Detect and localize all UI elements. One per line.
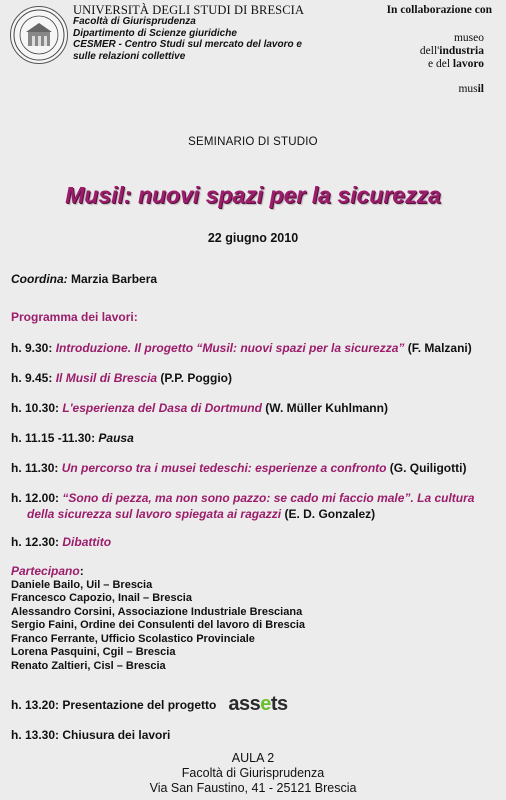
museo-line: e del lavoro [428, 58, 484, 70]
program-item: h. 12.30: Dibattito [11, 535, 112, 549]
assets-logo-icon: ass e ts [228, 693, 288, 715]
collaboration-heading: In collaborazione con [386, 4, 492, 16]
cesmer-line: CESMER - Centro Studi sul mercato del lavoro e [73, 39, 302, 50]
venue-faculty: Facoltà di Giurisprudenza [181, 766, 325, 780]
university-seal-icon [10, 6, 68, 64]
university-name: UNIVERSITÀ DEGLI STUDI DI BRESCIA [73, 3, 305, 17]
coordinator-name: Marzia Barbera [67, 272, 158, 286]
program-item: h. 9.45: Il Musil di Brescia (P.P. Poggio) [11, 371, 232, 385]
presentation-text: h. 13.20: Presentazione del progetto [11, 697, 217, 712]
program-item-continuation: della sicurezza sul lavoro spiegata ai ragazzi (E. D. Gonzalez) [27, 507, 376, 521]
coordinator-line [11, 272, 157, 286]
presentation-line [11, 693, 288, 716]
participant-item: Renato Zaltieri, Cisl – Brescia [11, 659, 166, 672]
participants-block [11, 565, 305, 673]
seminar-label: SEMINARIO DI STUDIO [188, 136, 318, 148]
collaboration-block [352, 4, 492, 95]
program-heading: Programma dei lavori: [11, 310, 138, 324]
university-block [73, 4, 343, 62]
participant-item: Francesco Capozio, Inail – Brescia [11, 592, 192, 604]
participant-item: Lorena Pasquini, Cgil – Brescia [11, 646, 176, 658]
participant-item: Daniele Bailo, Uil – Brescia [11, 578, 153, 591]
program-item: h. 11.30: Un percorso tra i musei tedeschi: esperienze a confronto (G. Quiligotti) [11, 461, 467, 475]
program-item: h. 12.00: “Sono di pezza, ma non sono pazzo: se cado mi faccio male”. La cultura della sicurezza sul lavoro spiegata ai ragazzi (E. D. Gonzalez) [11, 490, 501, 522]
closing-line: h. 13.30: Chiusura dei lavori [11, 728, 171, 742]
venue-room: AULA 2 [231, 751, 275, 765]
cesmer-line-2: sulle relazioni collettive [73, 50, 186, 62]
museo-line: museo [453, 32, 484, 44]
museo-line: dell'industria [419, 45, 484, 57]
participant-item: Sergio Faini, Ordine dei Consulenti del lavoro di Brescia [11, 619, 306, 631]
participant-item: Franco Ferrante, Ufficio Scolastico Provinciale [11, 632, 255, 645]
program-item: h. 10.30: L'esperienza del Dasa di Dortmund (W. Müller Kuhlmann) [11, 401, 388, 415]
seminar-title: Musil: nuovi spazi per la sicurezza [65, 182, 441, 208]
participants-heading: Partecipano: [11, 564, 84, 578]
department-line: Dipartimento di Scienze giuridiche [73, 27, 237, 39]
seminar-date: 22 giugno 2010 [207, 231, 299, 245]
faculty-line: Facoltà di Giurisprudenza [73, 16, 196, 27]
coordinator-label: Coordina: [11, 272, 68, 286]
participant-item: Alessandro Corsini, Associazione Industriale Bresciana [11, 605, 303, 618]
museo-logo-text [352, 32, 492, 71]
venue-footer [0, 751, 506, 796]
program-item: h. 9.30: Introduzione. Il progetto “Musil: nuovi spazi per la sicurezza” (F. Malzani) [11, 341, 472, 355]
musil-mark: musil [458, 83, 484, 95]
venue-address: Via San Faustino, 41 - 25121 Brescia [149, 781, 357, 795]
program-item: h. 11.15 -11.30: Pausa [11, 431, 134, 445]
